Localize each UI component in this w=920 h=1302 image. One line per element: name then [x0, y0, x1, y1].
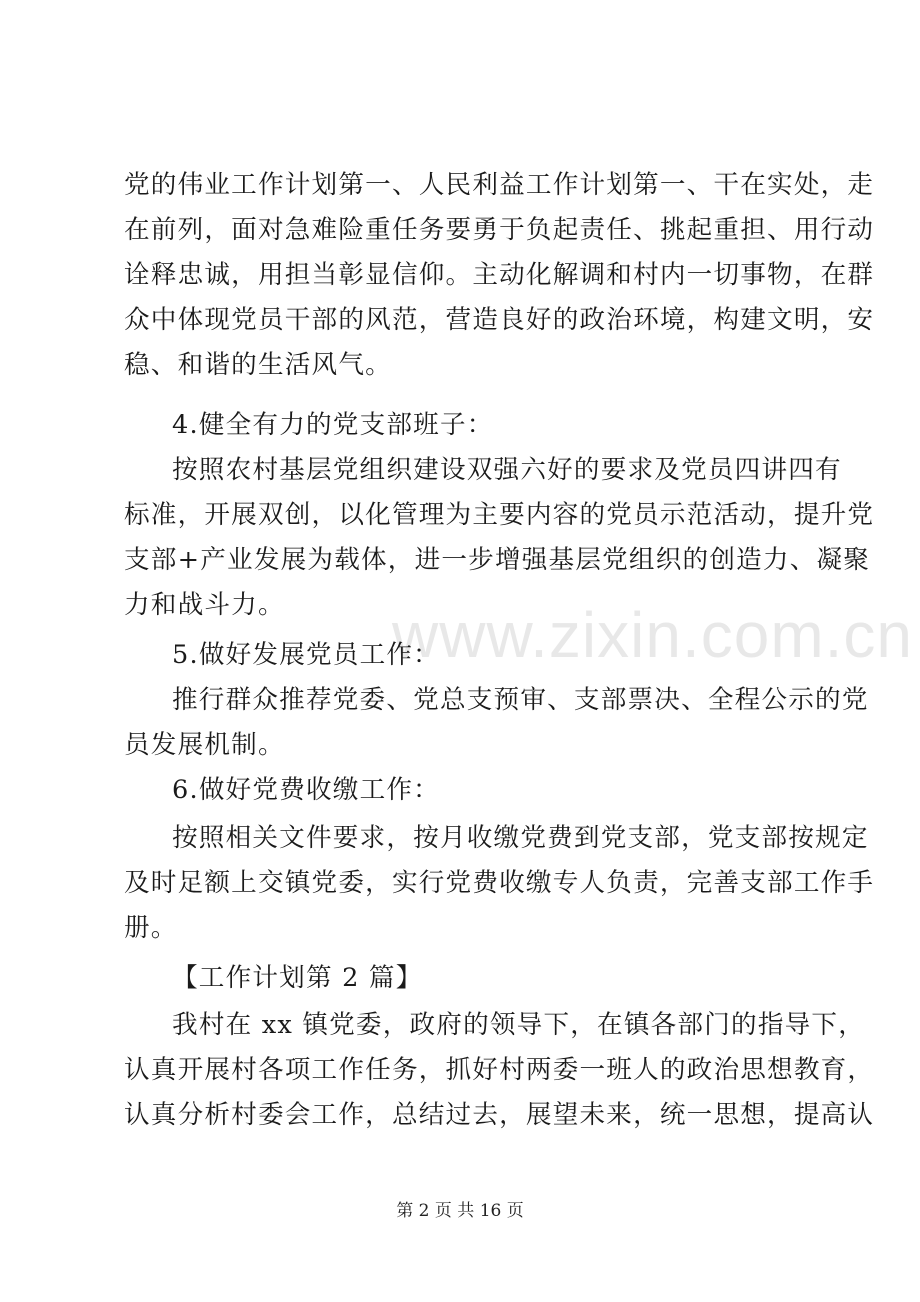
text-line: 认真分析村委会工作，总结过去，展望未来，统一思想，提高认 [124, 1100, 875, 1130]
text-line: 认真开展村各项工作任务，抓好村两委一班人的政治思想教育， [124, 1055, 875, 1085]
text-line: 按照农村基层党组织建设双强六好的要求及党员四讲四有 [172, 455, 842, 485]
section-heading: 4.健全有力的党支部班子： [172, 410, 494, 440]
text-line: 按照相关文件要求，按月收缴党费到党支部，党支部按规定 [172, 823, 869, 853]
text-line: 标准，开展双创，以化管理为主要内容的党员示范活动，提升党 [124, 500, 875, 530]
section-heading: 5.做好发展党员工作： [172, 640, 440, 670]
text-line: 员发展机制。 [124, 730, 285, 760]
text-line: 我村在 xx 镇党委，政府的领导下，在镇各部门的指导下， [172, 1010, 865, 1040]
text-line: 稳、和谐的生活风气。 [124, 350, 392, 380]
section-heading: 6.做好党费收缴工作： [172, 775, 440, 805]
text-line: 力和战斗力。 [124, 590, 285, 620]
text-line: 推行群众推荐党委、党总支预审、支部票决、全程公示的党 [172, 685, 869, 715]
watermark: www.zixin.com.cn [392, 599, 913, 671]
section-title: 【工作计划第 2 篇】 [172, 963, 423, 993]
text-line: 众中体现党员干部的风范，营造良好的政治环境，构建文明，安 [124, 305, 875, 335]
text-line: 诠释忠诚，用担当彰显信仰。主动化解调和村内一切事物，在群 [124, 260, 875, 290]
text-line: 及时足额上交镇党委，实行党费收缴专人负责，完善支部工作手 [124, 868, 875, 898]
text-line: 支部+产业发展为载体，进一步增强基层党组织的创造力、凝聚 [124, 545, 871, 575]
text-line: 党的伟业工作计划第一、人民利益工作计划第一、干在实处，走 [124, 170, 875, 200]
page-footer: 第 2 页 共 16 页 [396, 1201, 524, 1221]
text-line: 在前列，面对急难险重任务要勇于负起责任、挑起重担、用行动 [124, 215, 875, 245]
text-line: 册。 [124, 913, 178, 943]
